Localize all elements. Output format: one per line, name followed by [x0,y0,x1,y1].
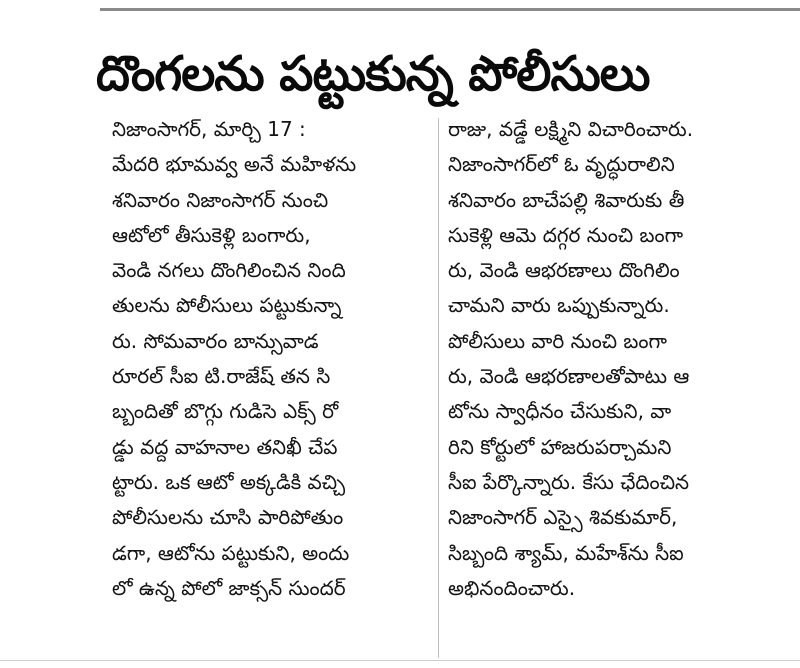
body-line: వెండి నగలు దొంగిలించిన నింది [112,258,346,283]
body-line: బ్బందితో బొగ్గు గుడిసె ఎక్స్ రో [112,399,339,424]
body-line: లో ఉన్న పోలో జాక్సన్ సుందర్ [112,575,346,600]
body-line: సీఐ పేర్కొన్నారు. కేసు ఛేదించిన [448,469,690,494]
body-line: రు. సోమవారం బాన్సువాడ [112,328,319,353]
body-line: నిజాంసాగర్‌లో ఓ వృద్ధురాలిని [448,152,675,177]
body-line: సిబ్బంది శ్యామ్, మహేశ్‌ను సీఐ [448,540,684,565]
body-line: శనివారం బాచేపల్లి శివారుకు తీ [448,187,685,212]
body-line: పోలీసులను చూసి పారిపోతుం [112,505,344,530]
body-line: మేదరి భూమవ్వ అనే మహిళను [112,152,357,177]
body-line: అభినందించారు. [448,575,576,600]
column-divider [438,118,439,658]
body-line: నిజాంసాగర్ ఎస్సై శివకుమార్, [448,505,678,530]
headline: దొంగలను పట్టుకున్న పోలీసులు [96,46,650,102]
body-line: టోను స్వాధీనం చేసుకుని, వా [448,399,672,424]
body-line: సుకెళ్లి ఆమె దగ్గర నుంచి బంగా [448,222,684,247]
body-line: రు, వెండి ఆభరణాలతోపాటు ఆ [448,364,690,389]
body-line: ఆటోలో తీసుకెళ్లి బంగారు, [112,222,311,247]
body-line: తులను పోలీసులు పట్టుకున్నా [112,293,342,318]
body-line: రిని కోర్టులో హాజరుపర్చామని [448,434,672,459]
body-line: చామని వారు ఒప్పుకున్నారు. [448,293,670,318]
body-line: పోలీసులు వారి నుంచి బంగా [448,328,667,353]
body-line: డ్డు వద్ద వాహనాల తనిఖీ చేప [112,434,338,459]
right-column [448,112,788,657]
body-line: ట్టారు. ఒక ఆటో అక్కడికి వచ్చి [112,469,346,494]
bottom-rule [0,660,800,661]
body-line: రాజు, వడ్డే లక్ష్మిని విచారించారు. [448,117,694,141]
body-line: శనివారం నిజాంసాగర్ నుంచి [112,187,329,212]
body-line: నిజాంసాగర్, మార్చి 17 : [112,117,306,141]
top-rule [100,8,800,11]
body-line: డగా, ఆటోను పట్టుకుని, అందు [112,540,350,565]
body-line: రూరల్ సీఐ టి.రాజేష్ తన సి [112,364,331,389]
body-line: రు, వెండి ఆభరణాలు దొంగిలిం [448,258,680,283]
left-column [112,112,430,657]
